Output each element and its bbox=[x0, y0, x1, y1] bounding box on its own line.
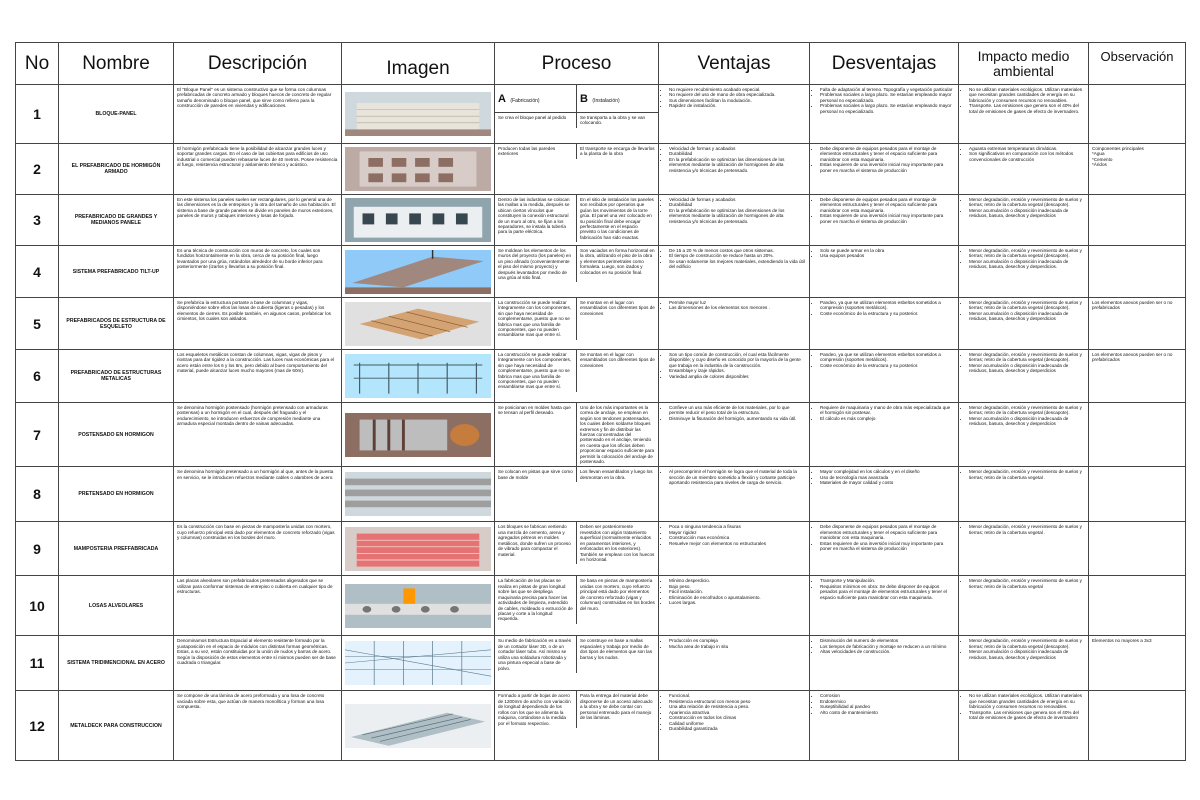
row-image-cell bbox=[342, 522, 495, 576]
bullet-item: • Son significativos en comparación con los métodos convencionales de construcción bbox=[969, 151, 1085, 162]
proceso-cell bbox=[495, 195, 659, 246]
proceso-cell bbox=[495, 403, 659, 467]
bullet-item: • Resuelve mejor con elementos no estructurales bbox=[669, 541, 806, 546]
bullet-item: • El cálculo es más complejo bbox=[820, 416, 955, 421]
row-number: 8 bbox=[16, 467, 59, 522]
bullet-item: • Menor degradación, erosión y revenimiento de suelos y tierras; retiro de la cobertura vegetal (descapote). bbox=[969, 248, 1085, 259]
row-description: Es la construcción con base en piezas de mampostería unidas con mortero, cuyo refuerzo principal está dado por elementos de concreto reforzado (vigas y columnas) construidas en los bordes del muro. bbox=[174, 522, 342, 576]
header-proceso: Proceso bbox=[495, 43, 659, 85]
row-number: 10 bbox=[16, 576, 59, 636]
row-observacion: Los elementos anexos pueden ser o no prefabricados bbox=[1089, 298, 1186, 350]
bullet-item: • Menor degradación, erosión y revenimiento de suelos y tierras; retiro de la cobertura vegetal (descapote). bbox=[969, 352, 1085, 363]
row-desventajas bbox=[810, 195, 959, 246]
header-row bbox=[16, 43, 1186, 85]
row-impacto bbox=[959, 636, 1089, 691]
row-image-cell bbox=[342, 195, 495, 246]
row-description: Se prefabrica la estructura portante a base de columnas y vigas, disponiéndose sobre ellos las losas de cubierta (ligeras o pesadas) y los elementos de cierres. Es posible también, en algunos casos, prefabricar los cimientos, los cuales son aislados. bbox=[174, 298, 342, 350]
row-desventajas bbox=[810, 691, 959, 761]
row-description: En este sistema los paneles suelen ser rectangulares, por lo general una de las dimensiones es la de entrepisos y la otra del tamaño de una habitación. El sistema a base de grande paneles se divide en paneles de muros exteriores, paneles de muros y tabiques interiores y losas de forjado. bbox=[174, 195, 342, 246]
bullet-item: • Pandeo, ya que se utilizan elementos esbeltos sometidos a compresión (soportes metálicos). bbox=[820, 352, 955, 363]
row-image-cell bbox=[342, 85, 495, 144]
table-row bbox=[16, 403, 1186, 467]
bullet-item: • Mucha area de trabajo in situ bbox=[669, 644, 806, 649]
proceso-a-text: La construcción se puede realizar íntegramente con los componentes, sin que haya necesidad de complementarse, puesto que no se fabrica mas que una familia de componentes, que no pueden ensamblarse mas que entre sí. bbox=[498, 352, 572, 390]
bullet-item: • Apariencia atractiva bbox=[669, 710, 806, 715]
row-image-cell bbox=[342, 298, 495, 350]
proceso-a-text: Se colocan en pistas que sirve como base de molde bbox=[498, 469, 573, 480]
bullet-item: • Rapidez de instalación. bbox=[669, 103, 806, 108]
row-observacion: Componentes principales *Agua *Cemento *Áridos bbox=[1089, 144, 1186, 195]
bullet-item: • Menor degradación, erosión y revenimiento de suelos y tierras; retiro de la cobertura vegetal (descapote). bbox=[969, 197, 1085, 208]
bullet-item: • Durabilidad bbox=[669, 202, 806, 207]
row-number: 7 bbox=[16, 403, 59, 467]
row-name: SISTEMA TRIDIMENCIONAL EN ACERO bbox=[59, 636, 174, 691]
bullet-item: • Menor acumulación o disposición inadecuada de residuos, basura, desechos y desperdicios bbox=[969, 311, 1085, 322]
bullet-item: • Corrosion bbox=[820, 693, 955, 698]
proceso-b-text: El transporte se encarga de llevarlos a la planta de la obra bbox=[576, 144, 658, 159]
proceso-b-text: Se montan en el lugar con ensamblados con diferentes tipos de conexiones bbox=[576, 350, 658, 392]
bullet-item: • Menor degradación, erosión y revenimiento de suelos y tierras; retiro de la cobertura vegetal . bbox=[969, 524, 1085, 535]
row-name: BLOQUE-PANEL bbox=[59, 85, 174, 144]
proceso-cell bbox=[495, 85, 659, 144]
pretensioned-beams-photo bbox=[345, 472, 491, 516]
proceso-a-text: La fabricación de las placas se realiza en pistas de gran longitud sobre las que se despliega maquinaria precisa para hacer las actividades de limpieza, extendido de cables, moldeado o extrucción de placas y corte a la longitud requerida. bbox=[498, 578, 573, 622]
row-number: 1 bbox=[16, 85, 59, 144]
bullet-item: • Transporte. Las emisiones que genera son el 40% del total de emisiones de gases de efecto de invernadero bbox=[969, 710, 1085, 721]
metal-deck-slab-photo bbox=[345, 704, 491, 748]
bullet-item: • Estas requieren de una inversión inicial muy importante para poner en marcha el sistema de producción bbox=[820, 162, 955, 173]
bullet-item: • Permite mayor luz bbox=[669, 300, 806, 305]
bullet-item: • En la prefabricación se optimizan las dimensiones de los elementos mediante la utilización de hormigones de alta resistencia y/o técnicas de pretensado. bbox=[669, 208, 806, 224]
row-description: Se denomina hormigón postensado (hormigón pretensado con armaduras postensas) a un hormigón en el cual, después del fraguado y el endurecimiento, se introducen esfuerzos de compresión mediante una armadura especial montada dentro de vainas adecuadas. bbox=[174, 403, 342, 467]
row-number: 12 bbox=[16, 691, 59, 761]
large-panel-building-photo bbox=[345, 198, 491, 242]
bullet-item: • Transporte y Manipulación. bbox=[820, 578, 955, 583]
bullet-item: • Disminuye la fisuración del hormigón, aumentando su vida útil. bbox=[669, 416, 806, 421]
bullet-item: • Suseptibilidad al pandeo bbox=[820, 704, 955, 709]
bullet-item: • De 15 a 20 % de menos costos que otros sistemas. bbox=[669, 248, 806, 253]
bullet-item: • Los tiempos de fabricación y montaje se reducen a un mínimo bbox=[820, 644, 955, 649]
proceso-a-text: Se posicionan en moldes hasta que se tensan al perfil deseado. bbox=[498, 405, 571, 416]
bullet-item: • Alto costo de mantenimiento bbox=[820, 710, 955, 715]
proceso-b-text: Son vaciados en forma horizontal en la obra, utilizando el piso de la obra y elementos perimetrales como formaleta. Luego, son izados y colocados en su posición final. bbox=[576, 246, 658, 282]
proceso-cell bbox=[495, 144, 659, 195]
proceso-cell bbox=[495, 691, 659, 761]
bullet-item: • Materiales de mayor calidad y costo bbox=[820, 480, 955, 485]
row-number: 11 bbox=[16, 636, 59, 691]
row-image-cell bbox=[342, 576, 495, 636]
proceso-letter-a: A bbox=[498, 93, 506, 105]
proceso-b-text: Los llevan ensamblados y luego los desmontan en la obra. bbox=[576, 467, 658, 482]
proceso-label-a: (Fabricación) bbox=[510, 98, 540, 104]
bullet-item: • Menor acumulación o disposición inadecuada de residuos, basura, desechos y desperdicios bbox=[969, 649, 1085, 660]
bullet-item: • Durabilidad garantizada bbox=[669, 726, 806, 731]
row-desventajas bbox=[810, 403, 959, 467]
precast-concrete-facade-photo bbox=[345, 147, 491, 191]
row-name: POSTENSADO EN HORMIGON bbox=[59, 403, 174, 467]
row-impacto bbox=[959, 350, 1089, 403]
proceso-b-text: Se transporta a la obra y se van colocando. bbox=[580, 115, 646, 126]
bullet-item: • Menor degradación, erosión y revenimiento de suelos y tierras; retiro de la cobertura vegetal (descapote). bbox=[969, 300, 1085, 311]
bullet-item: • Producción es compleja bbox=[669, 638, 806, 643]
bullet-item: • Luces largas. bbox=[669, 600, 806, 605]
proceso-cell bbox=[495, 246, 659, 298]
proceso-cell bbox=[495, 522, 659, 576]
bullet-item: • Poca o ninguna tendencia a fisuras bbox=[669, 524, 806, 529]
table-row bbox=[16, 350, 1186, 403]
bullet-item: • Son un tipo común de construcción, el cual esta fácilmente disponible; y cuyo diseño es conocido por la mayoría de la gente que trabaja en la industria de la construcción. bbox=[669, 352, 806, 368]
row-ventajas bbox=[659, 636, 810, 691]
bullet-item: • No se utilizan materiales ecológicos. Utilizan materiales que necesitan grandes cantidades de energía en su fabricación y consumen recursos no renovables. bbox=[969, 693, 1085, 709]
bullet-item: • Debe disponerse de equipos pesados para el montaje de elementos estructurales y tener el espacio suficiente para maniobrar con esta maquinaria. bbox=[820, 524, 955, 540]
row-image-cell bbox=[342, 403, 495, 467]
row-ventajas bbox=[659, 350, 810, 403]
row-ventajas bbox=[659, 246, 810, 298]
row-impacto bbox=[959, 85, 1089, 144]
row-image-cell bbox=[342, 144, 495, 195]
bullet-item: • Se usan solamente los mejores materiales, extendiendo la vida útil del edificio bbox=[669, 259, 806, 270]
row-observacion bbox=[1089, 246, 1186, 298]
brick-masonry-wall-photo bbox=[345, 527, 491, 571]
bullet-item: • Sus dimensiones facilitan la modulación. bbox=[669, 98, 806, 103]
bullet-item: • Ensamblaje y izaje rápidos. bbox=[669, 368, 806, 373]
row-number: 9 bbox=[16, 522, 59, 576]
bullet-item: • No requiere recubrimiento acabado especial. bbox=[669, 87, 806, 92]
row-number: 5 bbox=[16, 298, 59, 350]
row-impacto bbox=[959, 246, 1089, 298]
hollow-core-slab-photo bbox=[345, 584, 491, 628]
row-observacion: Elementos no mayores a 3x3 bbox=[1089, 636, 1186, 691]
row-ventajas bbox=[659, 85, 810, 144]
row-ventajas bbox=[659, 576, 810, 636]
row-name: PRETENSADO EN HORMIGON bbox=[59, 467, 174, 522]
bullet-item: • Disminución del numero de elementos bbox=[820, 638, 955, 643]
row-impacto bbox=[959, 144, 1089, 195]
row-image-cell bbox=[342, 467, 495, 522]
bullet-item: • Uso de tecnología mas avanzada bbox=[820, 475, 955, 480]
row-observacion bbox=[1089, 403, 1186, 467]
proceso-a-text: Dentro de las industrias se colocan las mallas a la medida, después se ubican ciertos vínculos que constituyen la conexión estructural de un muro al otro, se fijan a los separadores, se instala la tubería para la parte eléctrica. bbox=[498, 197, 570, 235]
table-row bbox=[16, 195, 1186, 246]
bullet-item: • Velocidad de formas y acabados bbox=[669, 197, 806, 202]
bullet-item: • Construcción en todos los climas bbox=[669, 715, 806, 720]
bullet-item: • Endotermico bbox=[820, 699, 955, 704]
row-name: MAMPOSTERIA PREFFABRICADA bbox=[59, 522, 174, 576]
bullet-item: • Funcional. bbox=[669, 693, 806, 698]
bullet-item: • Menor acumulación o disposición inadecuada de residuos, basura, desechos y desperdicios bbox=[969, 208, 1085, 219]
row-name: EL PREFABRICADO DE HORMIGÓN ARMADO bbox=[59, 144, 174, 195]
row-description: Denominamos Estructura Espacial al elemento resistente formado por la yuxtaposición en el espacio de módulos con distintas formas geométricas. Estas, a su vez, están constituidas por la unión de nudos y barras de acero. Según la disposición de estos elementos entre sí mismos pueden ser de base cuadrada o triangular. bbox=[174, 636, 342, 691]
proceso-b-text: Deben ser posteriormente revestidos con algún tratamiento superficial (normalmente enlucidos en paramentos interiores, y enfoscados en los exteriores). También se emplean con los huecos en horizontal. bbox=[576, 522, 658, 564]
bullet-item: • Falta de adaptación al terreno. Topografía y vegetación particular bbox=[820, 87, 955, 92]
bullet-item: • Coste económico de la estructura y su posterior. bbox=[820, 311, 955, 316]
bullet-item: • Mayor rigidez bbox=[669, 530, 806, 535]
bullet-item: • Debe disponerse de equipos pesados para el montaje de elementos estructurales y tener el espacio suficiente para maniobrar con esta maquinaria. bbox=[820, 146, 955, 162]
proceso-cell bbox=[495, 576, 659, 636]
bullet-item: • Pandeo, ya que se utilizan elementos esbeltos sometidos a compresión (soportes metálicos). bbox=[820, 300, 955, 311]
row-name: PREFABRICADOS DE ESTRUCTURA DE ESQUELETO bbox=[59, 298, 174, 350]
row-image-cell bbox=[342, 350, 495, 403]
proceso-b-text: Para la entrega del material debe disponerse de un acceso adecuado a la obra y se debe contar con personal entrenado para el manejo de las láminas. bbox=[576, 691, 658, 727]
row-impacto bbox=[959, 576, 1089, 636]
header-no: No bbox=[16, 43, 59, 85]
header-observacion: Observación bbox=[1089, 43, 1186, 85]
row-impacto bbox=[959, 195, 1089, 246]
bullet-item: • Menor acumulación o disposición inadecuada de residuos, basura, desechos y desperdicios bbox=[969, 416, 1085, 427]
proceso-instalacion bbox=[576, 85, 658, 128]
row-desventajas bbox=[810, 576, 959, 636]
proceso-cell bbox=[495, 636, 659, 691]
post-tension-cable-photo bbox=[345, 413, 491, 457]
proceso-cell bbox=[495, 467, 659, 522]
table-row bbox=[16, 467, 1186, 522]
row-observacion bbox=[1089, 195, 1186, 246]
proceso-a-text: Formado a partir de bojas de acero de 1200mm de ancho con variación de longitud dependiendo de los rollos con los que se alimenta la máquina, cortándose a la medida por el formato respectivo. bbox=[498, 693, 571, 726]
header-ventajas: Ventajas bbox=[659, 43, 810, 85]
row-desventajas bbox=[810, 350, 959, 403]
row-description: Es una técnica de construcción con muros de concreto, los cuales son fundidos horizontalmente en la obra, cerca de su posición final, luego levantados por una grúa, rotándolos alrededor de su borde inferior para posteriormente (izarlos y llevarlos a su posición final. bbox=[174, 246, 342, 298]
header-imagen: Imagen bbox=[342, 43, 495, 85]
row-description: Las placas alveolares son prefabricados pretensados aligerados que se utilizan para conformar sistemas de entrepiso o cubierta en cualquier tipo de estructuras. bbox=[174, 576, 342, 636]
proceso-a-text: Producen todas las paredes exteriores bbox=[498, 146, 556, 157]
bullet-item: • Resistencia estructural con menos peso bbox=[669, 699, 806, 704]
row-ventajas bbox=[659, 298, 810, 350]
proceso-a-text: Los bloques se fabrican vertiendo una mezcla de cemento, arena y agregados pétreos en moldes metálicos, donde sufren un proceso de vibrado para compactar el material. bbox=[498, 524, 571, 557]
row-description: Se compone de una lámina de acero preformada y una losa de concreto vaciada sobre esta, que actúan de manera monolítica y forman una losa compuesta. bbox=[174, 691, 342, 761]
bullet-item: • Mínimo desperdicio. bbox=[669, 578, 806, 583]
bullet-item: • Coste económico de la estructura y su posterior. bbox=[820, 363, 955, 368]
proceso-cell bbox=[495, 350, 659, 403]
bullet-item: • Velocidad de formas y acabados bbox=[669, 146, 806, 151]
bullet-item: • Transporte. Las emisiones que genera son el 40% del total de emisiones de gases de efecto de invernadero. bbox=[969, 103, 1085, 114]
table-row bbox=[16, 636, 1186, 691]
row-desventajas bbox=[810, 246, 959, 298]
header-impacto: Impacto medio ambiental bbox=[959, 43, 1089, 85]
bullet-item: • Menor degradación, erosión y revenimiento de suelos y tierras; retiro de la cobertura vegetal bbox=[969, 578, 1085, 589]
bullet-item: • En la prefabricación se optimizan las dimensiones de los elementos mediante la utilización de hormigones de alta resistencia y/o técnicas de pretensado. bbox=[669, 157, 806, 173]
bullet-item: • El tiempo de construcción se reduce hasta un 20%. bbox=[669, 253, 806, 258]
row-desventajas bbox=[810, 522, 959, 576]
row-ventajas bbox=[659, 403, 810, 467]
row-image-cell bbox=[342, 691, 495, 761]
bullet-item: • Una alta relación de resistencia a peso. bbox=[669, 704, 806, 709]
row-impacto bbox=[959, 403, 1089, 467]
table-row bbox=[16, 691, 1186, 761]
table-row bbox=[16, 246, 1186, 298]
row-description: Los esqueletos metálicos constan de columnas, vigas, vigas de pisos y riostras para dar rigidez a la construcción. Las luces mas económicas para el acero están entre los 6 y los 8m, pero debido al buen comportamiento del material, puede alcanzar luces mucho mayores (mas de 60m). bbox=[174, 350, 342, 403]
row-number: 2 bbox=[16, 144, 59, 195]
bullet-item: • Fácil instalación. bbox=[669, 589, 806, 594]
bullet-item: • Menor degradación, erosión y revenimiento de suelos y tierras; retiro de la cobertura vegetal (descapote). bbox=[969, 638, 1085, 649]
proceso-label-b: (Instalación) bbox=[592, 98, 620, 104]
row-number: 6 bbox=[16, 350, 59, 403]
wooden-skeleton-structure-photo bbox=[345, 302, 491, 346]
proceso-b-text: Uno de los más importantes es la correa de anclaje, se emplean en según son tendones postensados, los cuales deben soldarse bloques extremos y fin de distribuir las fuerzas concentradas del postensado en el anclaje, teniendo en cuenta que los oficios deben proporcionar espacio suficiente para permitir la colocación del anclaje de postensado. bbox=[576, 403, 658, 466]
row-observacion bbox=[1089, 85, 1186, 144]
proceso-a-text: Su medio de fabricación es a través de un cortador láser 3D, o de un cortador láser tubo. Así mismo se utiliza una soldadura robotizada y una pintura especial a base de polvo. bbox=[498, 638, 572, 671]
row-description: El "Bloque Panel" es un sistema constructivo que se forma con columnas prefabricadas de concreto armado y bloques huecos de concreto de regular tamaño denominado o bloque panel, que sirve como relleno para la construcción de paredes en viviendas y edificaciones. bbox=[174, 85, 342, 144]
row-desventajas bbox=[810, 298, 959, 350]
bullet-item: • Las dimensiones de los elementos son menores . bbox=[669, 305, 806, 310]
row-description: Se denomina hormigón pretensado a un hormigón al que, antes de la puesta en servicio, se le introducen refuerzos mediante cables o alambres de acero. bbox=[174, 467, 342, 522]
row-impacto bbox=[959, 467, 1089, 522]
bullet-item: • Menor degradación, erosión y revenimiento de suelos y tierras; retiro de la cobertura vegetal . bbox=[969, 469, 1085, 480]
comparison-table bbox=[15, 42, 1186, 761]
bullet-item: • Construcción mas económica bbox=[669, 535, 806, 540]
row-desventajas bbox=[810, 467, 959, 522]
bullet-item: • Problemas sociales a largo plazo. Se estarían empleando mayor personal no especializado. bbox=[820, 92, 955, 103]
row-image-cell bbox=[342, 636, 495, 691]
row-observacion bbox=[1089, 522, 1186, 576]
table-row bbox=[16, 298, 1186, 350]
row-observacion bbox=[1089, 691, 1186, 761]
row-impacto bbox=[959, 522, 1089, 576]
proceso-a-text: La construcción se puede realizar íntegramente con los componentes, sin que haya necesidad de complementarse, puesto que no se fabrica mas que una familia de componentes, que no pueden ensamblarse mas que entre sí. bbox=[498, 300, 572, 338]
proceso-cell bbox=[495, 298, 659, 350]
row-desventajas bbox=[810, 636, 959, 691]
proceso-b-text: Se basa en piezas de mampostería unidas con mortero, cuyo refuerzo principal está dado por elementos de concreto reforzado (vigas y columnas) construidas en los bordes del muro. bbox=[576, 576, 658, 623]
proceso-a-text: Se moldean los elementos de los muros del proyecto (los paneles) en un piso afinado (convenientemente el piso del mismo proyecto) y después levantados por medio de una grúa al sitio final. bbox=[498, 248, 572, 281]
bullet-item: • Aguanta extremas temperaturas climáticas. bbox=[969, 146, 1085, 151]
bullet-item: • Requiere de maquinaria y mano de obra más especializada que el hormigón sin postesar. bbox=[820, 405, 955, 416]
row-ventajas bbox=[659, 522, 810, 576]
bullet-item: • Estas requieren de una inversión inicial muy importante para poner en marcha el sistema de producción bbox=[820, 213, 955, 224]
row-name: METALDECK PARA CONSTRUCCION bbox=[59, 691, 174, 761]
row-name: SISTEMA PREFABRICADO TILT-UP bbox=[59, 246, 174, 298]
row-description: El hormigón prefabricado tiene la posibilidad de alcanzar grandes luces y soportar grandes cargas. En el caso de las cubiertas para edificios de uso industrial o comercial pueden rebasarse luces de 40 metros. Posee resistencia al fuego, resistencia estructural y aislamiento térmico y acústico. bbox=[174, 144, 342, 195]
row-impacto bbox=[959, 691, 1089, 761]
row-number: 4 bbox=[16, 246, 59, 298]
proceso-b-text: Se montan en el lugar con ensamblados con diferentes tipos de conexiones bbox=[576, 298, 658, 340]
bullet-item: • Al precomprimir el hormigón se logra que el material de toda la sección de un miembro sometido a flexión y cortante participe aportando resistencia para niveles de carga de servicio. bbox=[669, 469, 806, 485]
bullet-item: • Estas requieren de una inversión inicial muy importante para poner en marcha el sistema de producción bbox=[820, 541, 955, 552]
header-nombre: Nombre bbox=[59, 43, 174, 85]
row-name: PREFABRICADO DE GRANDES Y MEDIANOS PANELE bbox=[59, 195, 174, 246]
row-ventajas bbox=[659, 691, 810, 761]
table-row bbox=[16, 576, 1186, 636]
bullet-item: • Problemas sociales a largo plazo. Se estarían empleando mayor personal no especializado. bbox=[820, 103, 955, 114]
table-row bbox=[16, 522, 1186, 576]
bullet-item: • Altas velocidades de construcción. bbox=[820, 649, 955, 654]
bullet-item: • Solo se puede armar en la obra bbox=[820, 248, 955, 253]
header-desventajas: Desventajas bbox=[810, 43, 959, 85]
proceso-a-text: Se crea el bloque panel al pedido bbox=[498, 115, 567, 120]
bullet-item: • Mayor complejidad en los cálculos y en el diseño bbox=[820, 469, 955, 474]
proceso-letter-b: B bbox=[580, 93, 588, 105]
row-image-cell bbox=[342, 246, 495, 298]
bullet-item: • Menor degradación, erosión y revenimiento de suelos y tierras; retiro de la cobertura vegetal (descapote). bbox=[969, 405, 1085, 416]
row-impacto bbox=[959, 298, 1089, 350]
table-row bbox=[16, 85, 1186, 144]
row-observacion: Los elementos anexos pueden ser o no prefabricados bbox=[1089, 350, 1186, 403]
precast-panel-building-photo bbox=[345, 92, 491, 136]
bullet-item: • No se utilizan materiales ecológicos. Utilizan materiales que necesitan grandes cantidades de energía en su fabricación y consumen recursos no renovables. bbox=[969, 87, 1085, 103]
tilt-up-wall-lifting-photo bbox=[345, 250, 491, 294]
bullet-item: • Menor acumulación o disposición inadecuada de residuos, basura, desechos y desperdicios. bbox=[969, 259, 1085, 270]
bullet-item: • Eliminación de encofrados o apuntalamiento. bbox=[669, 595, 806, 600]
bullet-item: • Variedad amplia de colores disponibles bbox=[669, 374, 806, 379]
proceso-b-text: Se construye en base a mallas espaciales y trabaja por medio de dos tipos de elementos que son las barras y los nudos. bbox=[576, 636, 658, 672]
bullet-item: • Requisitos mínimos en obra: Se debe disponer de equipos pesados para el montaje de elementos estructurales y tener el espacio suficiente para maniobrar con esta maquinaria. bbox=[820, 584, 955, 600]
bullet-item: • Menor acumulación o disposición inadecuada de residuos, basura, desechos y desperdicios bbox=[969, 363, 1085, 374]
header-descripcion: Descripción bbox=[174, 43, 342, 85]
row-name: LOSAS ALVEOLARES bbox=[59, 576, 174, 636]
table-row bbox=[16, 144, 1186, 195]
row-observacion bbox=[1089, 576, 1186, 636]
row-ventajas bbox=[659, 144, 810, 195]
space-frame-roof-photo bbox=[345, 641, 491, 685]
bullet-item: • Durabilidad bbox=[669, 151, 806, 156]
bullet-item: • Usa equipos pesados bbox=[820, 253, 955, 258]
steel-frame-structure-photo bbox=[345, 354, 491, 398]
proceso-fabricacion bbox=[495, 85, 576, 128]
row-ventajas bbox=[659, 467, 810, 522]
bullet-item: • Debe disponerse de equipos pesados para el montaje de elementos estructurales y tener el espacio suficiente para maniobrar con esta maquinaria. bbox=[820, 197, 955, 213]
bullet-item: • No requiere del uso de mano de obra especializada. bbox=[669, 92, 806, 97]
row-ventajas bbox=[659, 195, 810, 246]
bullet-item: • Bajo peso. bbox=[669, 584, 806, 589]
row-desventajas bbox=[810, 144, 959, 195]
row-name: PREFABRICADO DE ESTRUCTURAS METALICAS bbox=[59, 350, 174, 403]
row-number: 3 bbox=[16, 195, 59, 246]
row-observacion bbox=[1089, 467, 1186, 522]
table-body bbox=[16, 85, 1186, 761]
row-desventajas bbox=[810, 85, 959, 144]
proceso-b-text: En el sitio de instalación los paneles son recibidos por operarios que guían los movimientos de la torre grúa. El panel una vez colocado en su posición final debe encajar perfectamente en el espacio previsto o las condiciones de fabricación han sido exactas. bbox=[576, 195, 658, 242]
bullet-item: • Confieve un uso más eficiente de los materiales, por lo que permite reducir el peso total de la estructura. bbox=[669, 405, 806, 416]
bullet-item: • Calidad uniforme bbox=[669, 721, 806, 726]
